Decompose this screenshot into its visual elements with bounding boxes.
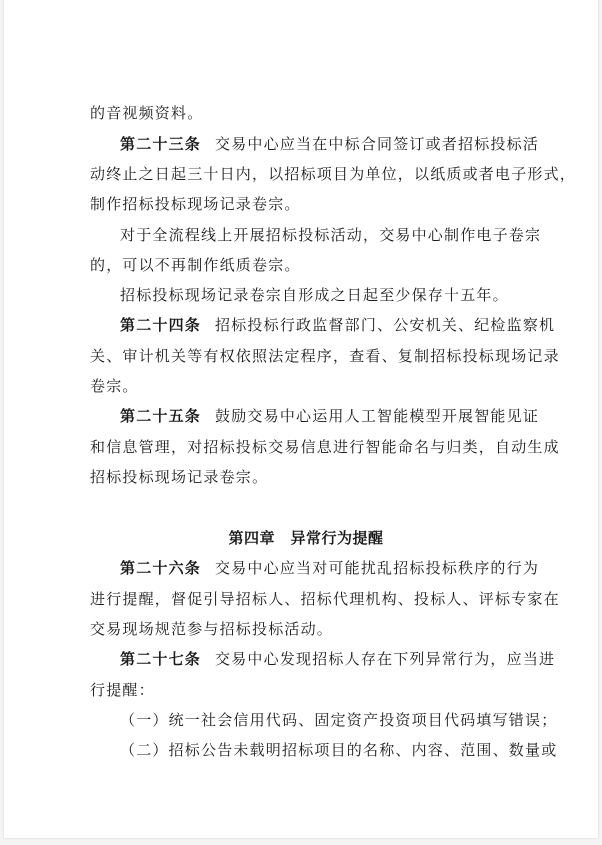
article-24-line-2 (90, 347, 560, 365)
article-heading: 第二十六条 (120, 559, 202, 577)
article-27-line-2 (90, 681, 522, 699)
article-26-line-1 (120, 559, 540, 577)
text: 交易中心应当对可能扰乱招标投标秩序的行为 (215, 559, 540, 577)
article-heading: 第二十五条 (120, 407, 202, 425)
text: （一）统一社会信用代码、固定资产投资项目代码填写错误； (120, 711, 558, 729)
article-23-line-3 (90, 195, 522, 213)
article-23-line-2 (90, 165, 577, 183)
text: 对于全流程线上开展招标投标活动，交易中心制作电子卷宗 (120, 226, 542, 244)
text: 招标投标行政监督部门、公安机关、纪检监察机 (215, 316, 556, 334)
text: 行提醒： (90, 681, 155, 699)
list-item (120, 741, 558, 759)
article-25-line-3 (90, 468, 522, 486)
article-heading: 第二十七条 (120, 650, 202, 668)
text: 的，可以不再制作纸质卷宗。 (90, 256, 301, 274)
paragraph-line (120, 226, 542, 244)
text: 鼓励交易中心运用人工智能模型开展智能见证 (215, 407, 540, 425)
article-27-line-1 (120, 650, 556, 668)
article-24-line-3 (90, 377, 522, 395)
text: 卷宗。 (90, 377, 139, 395)
text: 交易中心应当在中标合同签订或者招标投标活 (215, 135, 540, 153)
text: 关、审计机关等有权依照法定程序，查看、复制招标投标现场记录 (90, 347, 560, 365)
text: 招标投标现场记录卷宗自形成之日起至少保存十五年。 (120, 286, 509, 304)
text-line (90, 104, 522, 122)
article-heading: 第二十四条 (120, 316, 202, 334)
text: 进行提醒，督促引导招标人、招标代理机构、投标人、评标专家在 (90, 590, 560, 608)
article-25-line-1 (120, 407, 540, 425)
text: （二）招标公告未载明招标项目的名称、内容、范围、数量或 (120, 741, 558, 759)
document-page (4, 0, 598, 838)
article-heading: 第二十三条 (120, 135, 202, 153)
text: 交易现场规范参与招标投标活动。 (90, 620, 334, 638)
paragraph-line (90, 256, 522, 274)
article-24-line-1 (120, 316, 556, 334)
list-item (120, 711, 558, 729)
text: 交易中心发现招标人存在下列异常行为，应当进 (215, 650, 556, 668)
chapter-heading: 第四章 异常行为提醒 (228, 529, 384, 547)
article-26-line-3 (90, 620, 522, 638)
text: 的音视频资料。 (90, 104, 204, 122)
paragraph-line (120, 286, 522, 304)
text: 招标投标现场记录卷宗。 (90, 468, 269, 486)
article-23-line-1 (120, 135, 540, 153)
article-25-line-2 (90, 438, 560, 456)
text: 和信息管理，对招标投标交易信息进行智能命名与归类，自动生成 (90, 438, 560, 456)
text: 制作招标投标现场记录卷宗。 (90, 195, 301, 213)
article-26-line-2 (90, 590, 560, 608)
text: 动终止之日起三十日内，以招标项目为单位，以纸质或者电子形式， (90, 165, 577, 183)
